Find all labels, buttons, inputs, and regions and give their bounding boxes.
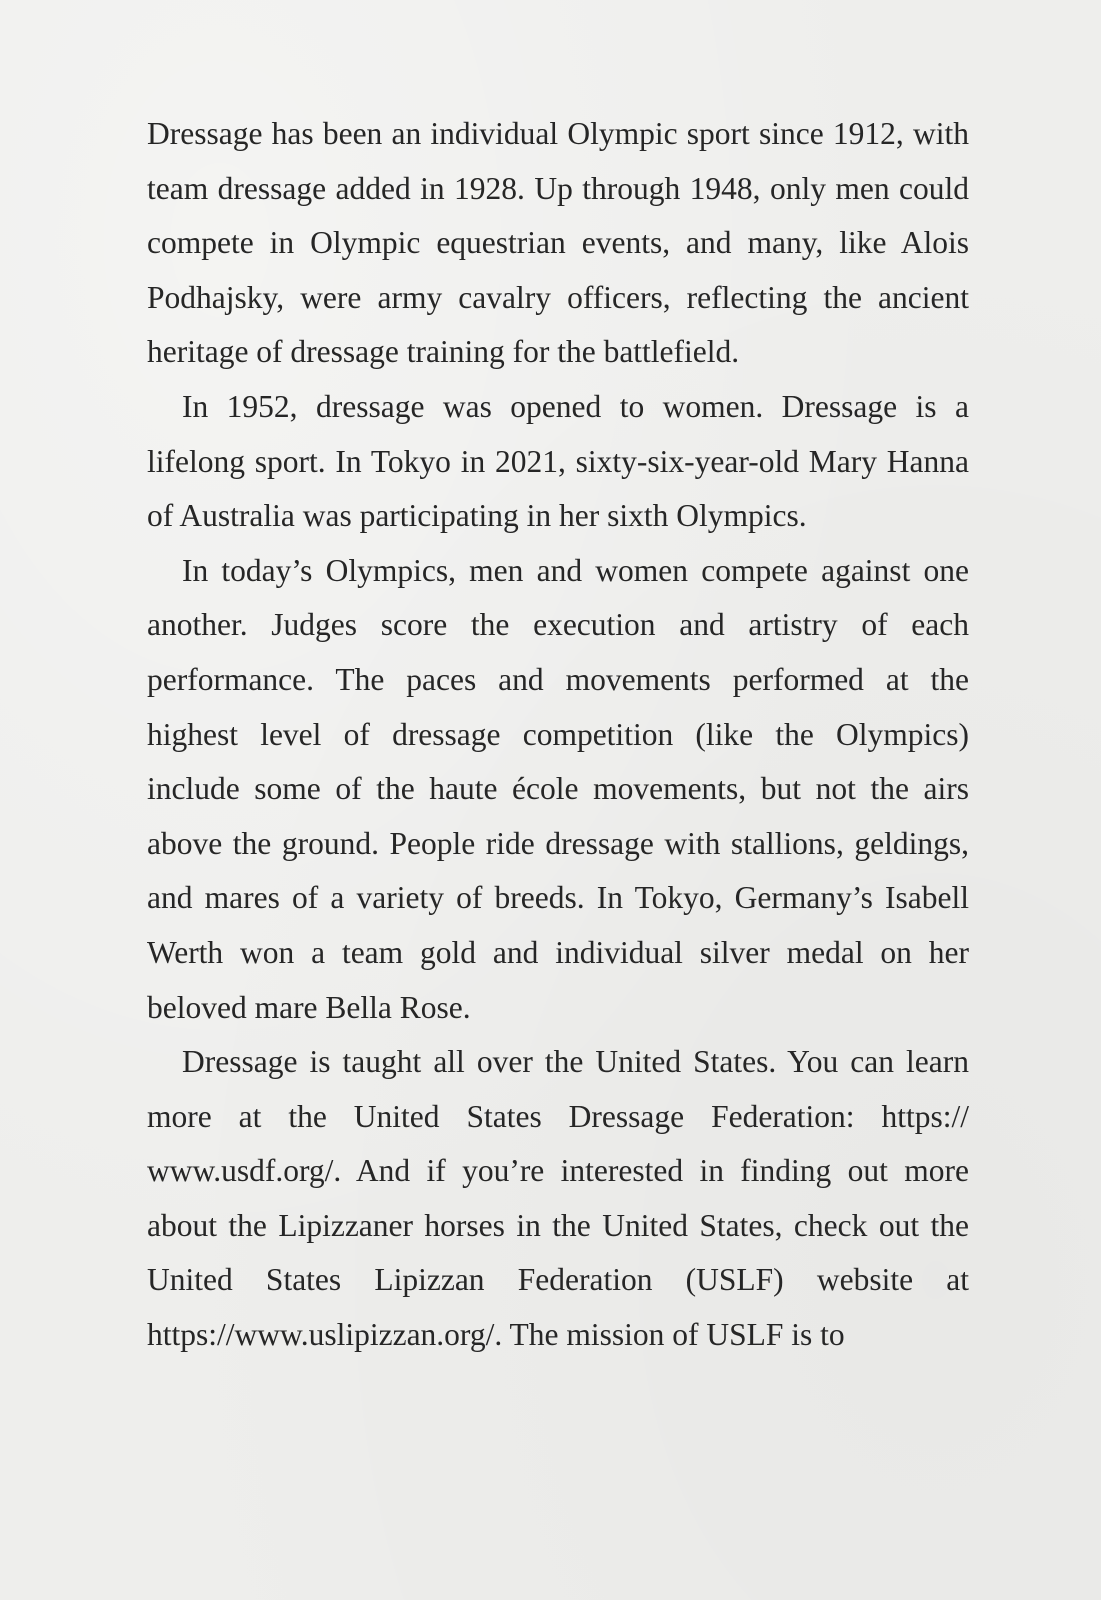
paragraph-women-in-dressage: In 1952, dressage was opened to women. Dressage is a lifelong sport. In Tokyo in 2021, sixty-six-year-old Mary Hanna of Australia was participating in her sixth Olympics. — [147, 388, 969, 534]
page-body — [147, 107, 969, 1363]
paragraph-todays-olympics: In today’s Olympics, men and women compete against one another. Judges score the execution and artistry of each performance. The paces and movements performed at the highest level of dressage competition (like the Olympics) include some of the haute école movements, but not the airs above the ground. People ride dressage with stallions, geldings, and mares of a variety of breeds. In Tokyo, Germany’s Isabell Werth won a team gold and individual silver medal on her beloved mare Bella Rose. — [147, 552, 969, 1025]
paragraph-dressage-in-us: Dressage is taught all over the United States. You can learn more at the United States Dressage Federation: https://​www.usdf.org/. And if you’re interested in finding out more about the Lipizzaner horses in the United States, check out the United States Lipizzan Federation (USLF) website at https://www.uslipizzan.org/. The mission of USLF is to — [147, 1044, 969, 1353]
paragraph-olympic-history: Dressage has been an individual Olympic sport since 1912, with team dressage added in 1928. Up through 1948, only men could compete in Olympic equestrian events, and many, like Alois Podhajsky, were army cavalry officers, reflecting the ancient heritage of dressage training for the battlefield. — [147, 116, 969, 370]
